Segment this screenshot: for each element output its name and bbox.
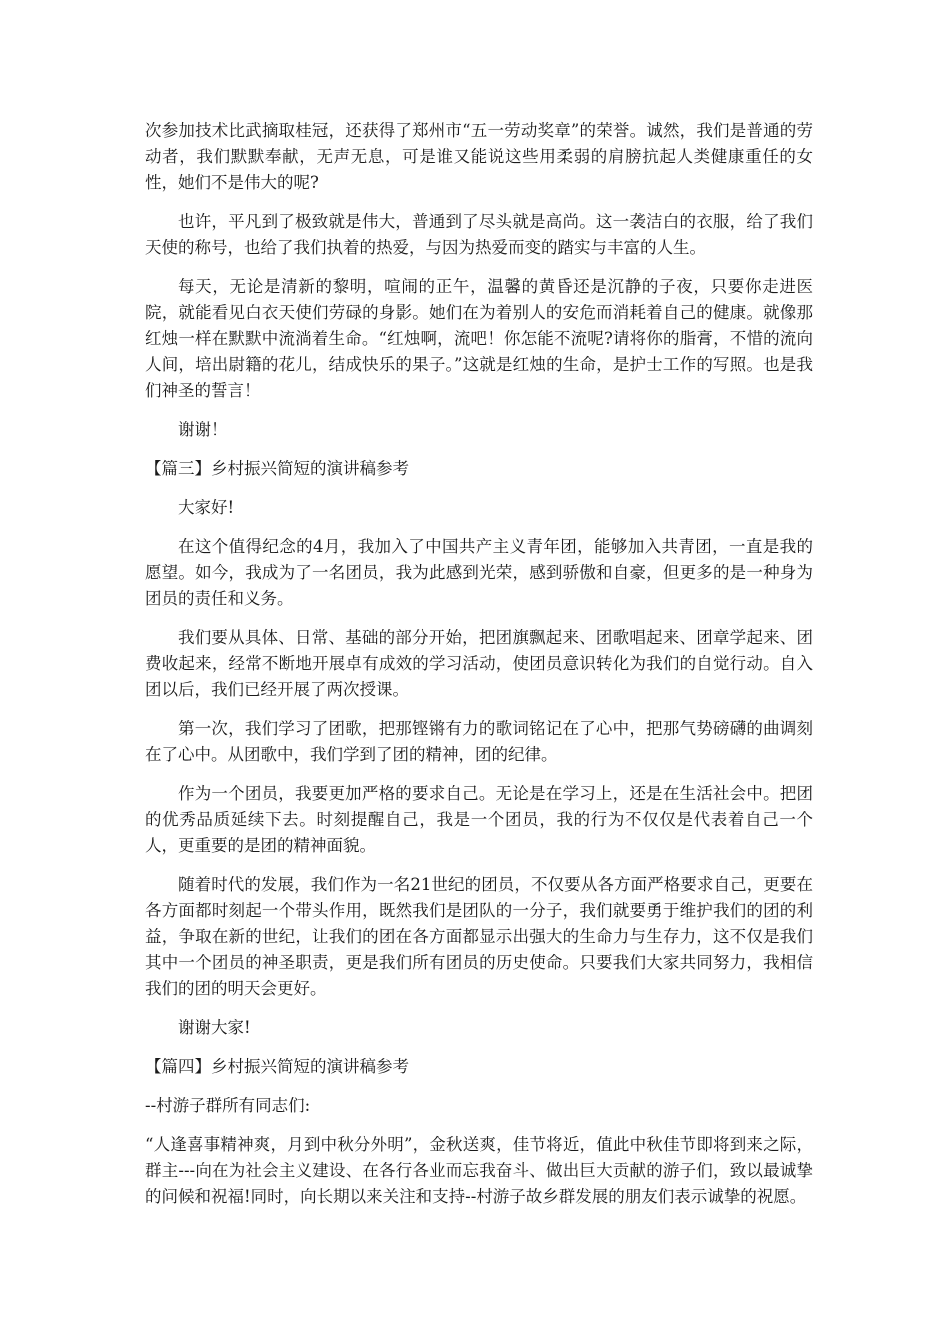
paragraph-start-basics: 我们要从具体、日常、基础的部分开始，把团旗飘起来、团歌唱起来、团章学起来、团费收起来，经常不断地开展卓有成效的学习活动，使团员意识转化为我们的自觉行动。自入团以后，我们已经开展了两次授课。 xyxy=(145,628,813,699)
document-body xyxy=(145,118,813,1223)
greeting-3: 大家好! xyxy=(178,498,235,517)
paragraph-mid-autumn: “人逢喜事精神爽，月到中秋分外明”，金秋送爽，佳节将近，值此中秋佳节即将到来之际，群主---向在为社会主义建设、在各行各业而忘我奋斗、做出巨大贡献的游子们，致以最诚挚的问候和祝福!同时，向长期以来关注和支持--村游子故乡群发展的朋友们表示诚挚的祝愿。 xyxy=(145,1135,813,1206)
salutation-4: --村游子群所有同志们: xyxy=(145,1096,311,1115)
paragraph-new-century: 随着时代的发展，我们作为一名21世纪的团员，不仅要从各方面严格要求自己，更要在各方面都时刻起一个带头作用，既然我们是团队的一分子，我们就要勇于维护我们的团的利益，争取在新的世纪，让我们的团在各方面都显示出强大的生命力与生存力，这不仅是我们其中一个团员的神圣职责，更是我们所有团员的历史使命。只要我们大家共同努力，我相信我们的团的明天会更好。 xyxy=(145,875,813,998)
section-heading-4: 【篇四】乡村振兴简短的演讲稿参考 xyxy=(145,1057,409,1076)
closing-thanks-2: 谢谢！ xyxy=(178,420,228,439)
paragraph-continuation: 次参加技术比武摘取桂冠，还获得了郑州市“五一劳动奖章”的荣誉。诚然，我们是普通的劳动者，我们默默奉献，无声无息，可是谁又能说这些用柔弱的肩膀抗起人类健康重任的女性，她们不是伟大的呢? xyxy=(145,121,813,192)
closing-thanks-3: 谢谢大家! xyxy=(178,1018,251,1037)
paragraph-first-lesson: 第一次，我们学习了团歌，把那铿锵有力的歌词铭记在了心中，把那气势磅礴的曲调刻在了心中。从团歌中，我们学到了团的精神，团的纪律。 xyxy=(145,719,813,764)
paragraph-plain-greatness: 也许，平凡到了极致就是伟大，普通到了尽头就是高尚。这一袭洁白的衣服，给了我们天使的称号，也给了我们执着的热爱，与因为热爱而变的踏实与丰富的人生。 xyxy=(145,212,813,257)
paragraph-join-league: 在这个值得纪念的4月，我加入了中国共产主义青年团，能够加入共青团，一直是我的愿望。如今，我成为了一名团员，我为此感到光荣，感到骄傲和自豪，但更多的是一种身为团员的责任和义务。 xyxy=(145,537,813,608)
paragraph-as-member: 作为一个团员，我要更加严格的要求自己。无论是在学习上，还是在生活社会中。把团的优秀品质延续下去。时刻提醒自己，我是一个团员，我的行为不仅仅是代表着自己一个人，更重要的是团的精神面貌。 xyxy=(145,784,813,855)
section-heading-3: 【篇三】乡村振兴简短的演讲稿参考 xyxy=(145,459,409,478)
paragraph-red-candle: 每天，无论是清新的黎明，喧闹的正午，温馨的黄昏还是沉静的子夜，只要你走进医院，就能看见白衣天使们劳碌的身影。她们在为着别人的安危而消耗着自己的健康。就像那红烛一样在默默中流淌着生命。“红烛啊，流吧！你怎能不流呢?请将你的脂膏，不惜的流向人间，培出尉籍的花儿，结成快乐的果子。”这就是红烛的生命，是护士工作的写照。也是我们神圣的誓言！ xyxy=(145,277,813,400)
